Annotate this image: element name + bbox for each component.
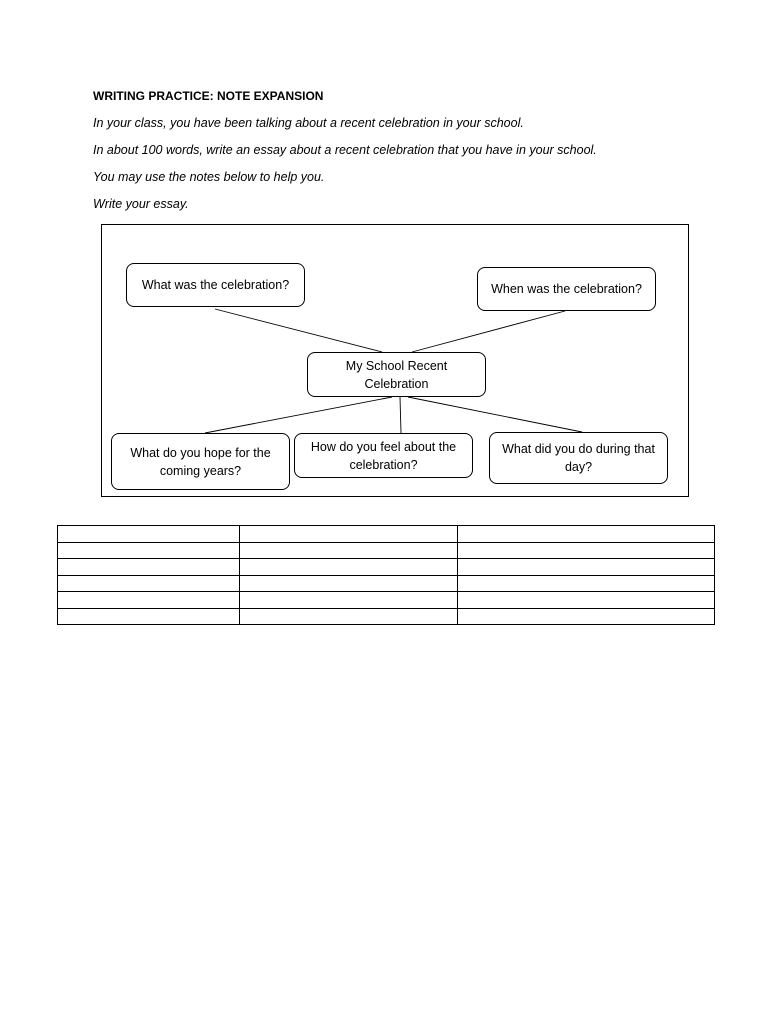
answer-table [57, 525, 715, 625]
table-row [58, 542, 715, 559]
table-cell [458, 608, 715, 625]
table-cell [458, 575, 715, 592]
node-what-did-you-do: What did you do during that day? [489, 432, 668, 484]
table-row [58, 608, 715, 625]
table-cell [239, 608, 458, 625]
node-feel-celebration: How do you feel about the celebration? [294, 433, 473, 478]
table-row [58, 592, 715, 609]
table-cell [58, 608, 240, 625]
table-row [58, 575, 715, 592]
instruction-notes: You may use the notes below to help you. [93, 170, 325, 184]
table-cell [239, 559, 458, 576]
table-cell [239, 592, 458, 609]
node-center-topic: My School Recent Celebration [307, 352, 486, 397]
table-cell [58, 575, 240, 592]
table-cell [239, 526, 458, 543]
table-cell [458, 559, 715, 576]
table-cell [239, 542, 458, 559]
node-hope-coming-years: What do you hope for the coming years? [111, 433, 290, 490]
table-row [58, 526, 715, 543]
table-cell [58, 559, 240, 576]
table-cell [458, 592, 715, 609]
table-cell [239, 575, 458, 592]
table-cell [58, 526, 240, 543]
instruction-task: In about 100 words, write an essay about a recent celebration that you have in your school. [93, 143, 597, 157]
instruction-write: Write your essay. [93, 197, 189, 211]
table-row [58, 559, 715, 576]
table-cell [458, 542, 715, 559]
node-what-celebration: What was the celebration? [126, 263, 305, 307]
worksheet-title: WRITING PRACTICE: NOTE EXPANSION [93, 89, 324, 103]
table-cell [58, 542, 240, 559]
node-when-celebration: When was the celebration? [477, 267, 656, 311]
instruction-context: In your class, you have been talking about a recent celebration in your school. [93, 116, 524, 130]
table-cell [58, 592, 240, 609]
table-cell [458, 526, 715, 543]
